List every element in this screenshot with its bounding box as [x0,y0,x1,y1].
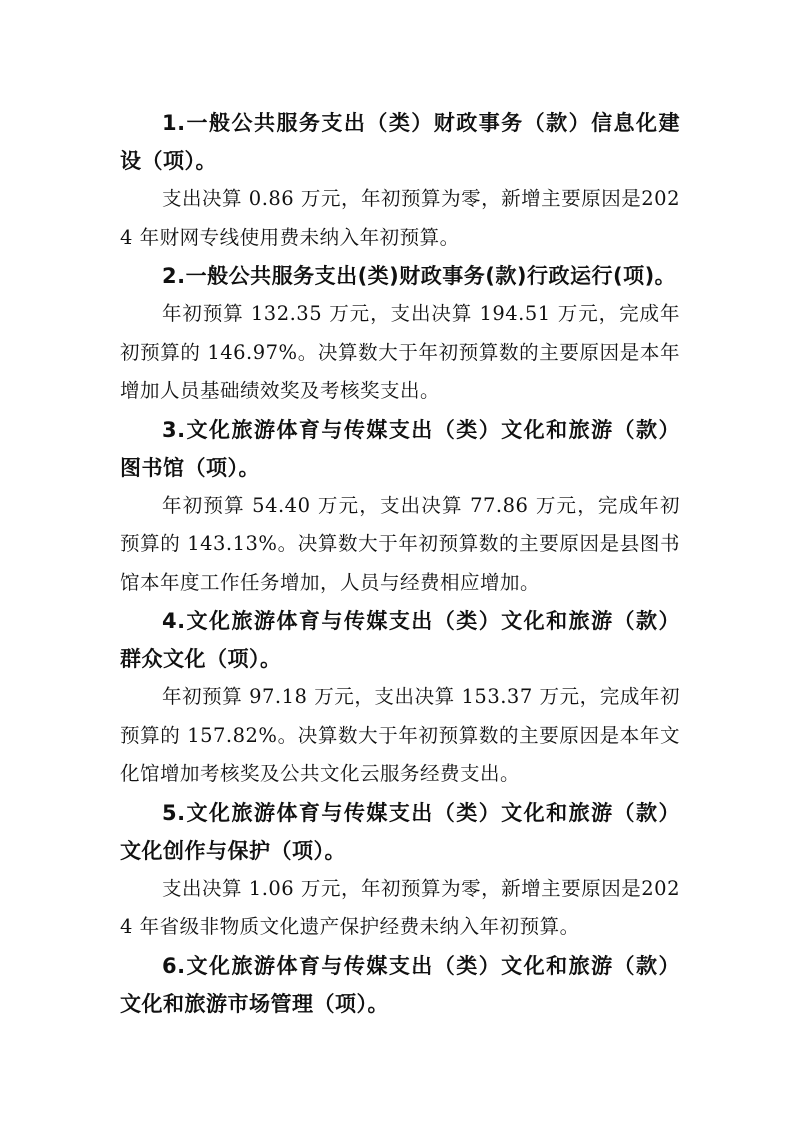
section-heading: 3.文化旅游体育与传媒支出（类）文化和旅游（款）图书馆（项）。 [120,417,680,480]
section-paragraph: 年初预算 132.35 万元，支出决算 194.51 万元，完成年初预算的 146.97%。决算数大于年初预算数的主要原因是本年增加人员基础绩效奖及考核奖支出。 [120,302,680,402]
section-paragraph: 年初预算 97.18 万元，支出决算 153.37 万元，完成年初预算的 157.82%。决算数大于年初预算数的主要原因是本年文化馆增加考核奖及公共文化云服务经费支出。 [120,685,680,785]
section-6 [120,947,680,1023]
section-3 [120,411,680,603]
section-heading: 2.一般公共服务支出(类)财政事务(款)行政运行(项)。 [162,264,677,288]
section-paragraph: 支出决算 1.06 万元，年初预算为零，新增主要原因是2024 年省级非物质文化遗产保护经费未纳入年初预算。 [120,876,680,938]
section-paragraph: 年初预算 54.40 万元，支出决算 77.86 万元，完成年初预算的 143.13%。决算数大于年初预算数的主要原因是县图书馆本年度工作任务增加，人员与经费相应增加。 [120,493,680,594]
section-4 [120,602,680,794]
section-heading: 6.文化旅游体育与传媒支出（类）文化和旅游（款）文化和旅游市场管理（项）。 [120,953,680,1016]
section-5 [120,794,680,947]
document-body [120,104,680,1023]
section-heading: 1.一般公共服务支出（类）财政事务（款）信息化建设（项）。 [120,111,680,173]
section-1 [120,104,680,257]
section-2 [120,257,680,411]
section-heading: 5.文化旅游体育与传媒支出（类）文化和旅游（款）文化创作与保护（项）。 [120,800,680,863]
section-heading: 4.文化旅游体育与传媒支出（类）文化和旅游（款）群众文化（项）。 [120,609,680,671]
section-paragraph: 支出决算 0.86 万元，年初预算为零，新增主要原因是2024 年财网专线使用费未纳入年初预算。 [120,187,680,249]
